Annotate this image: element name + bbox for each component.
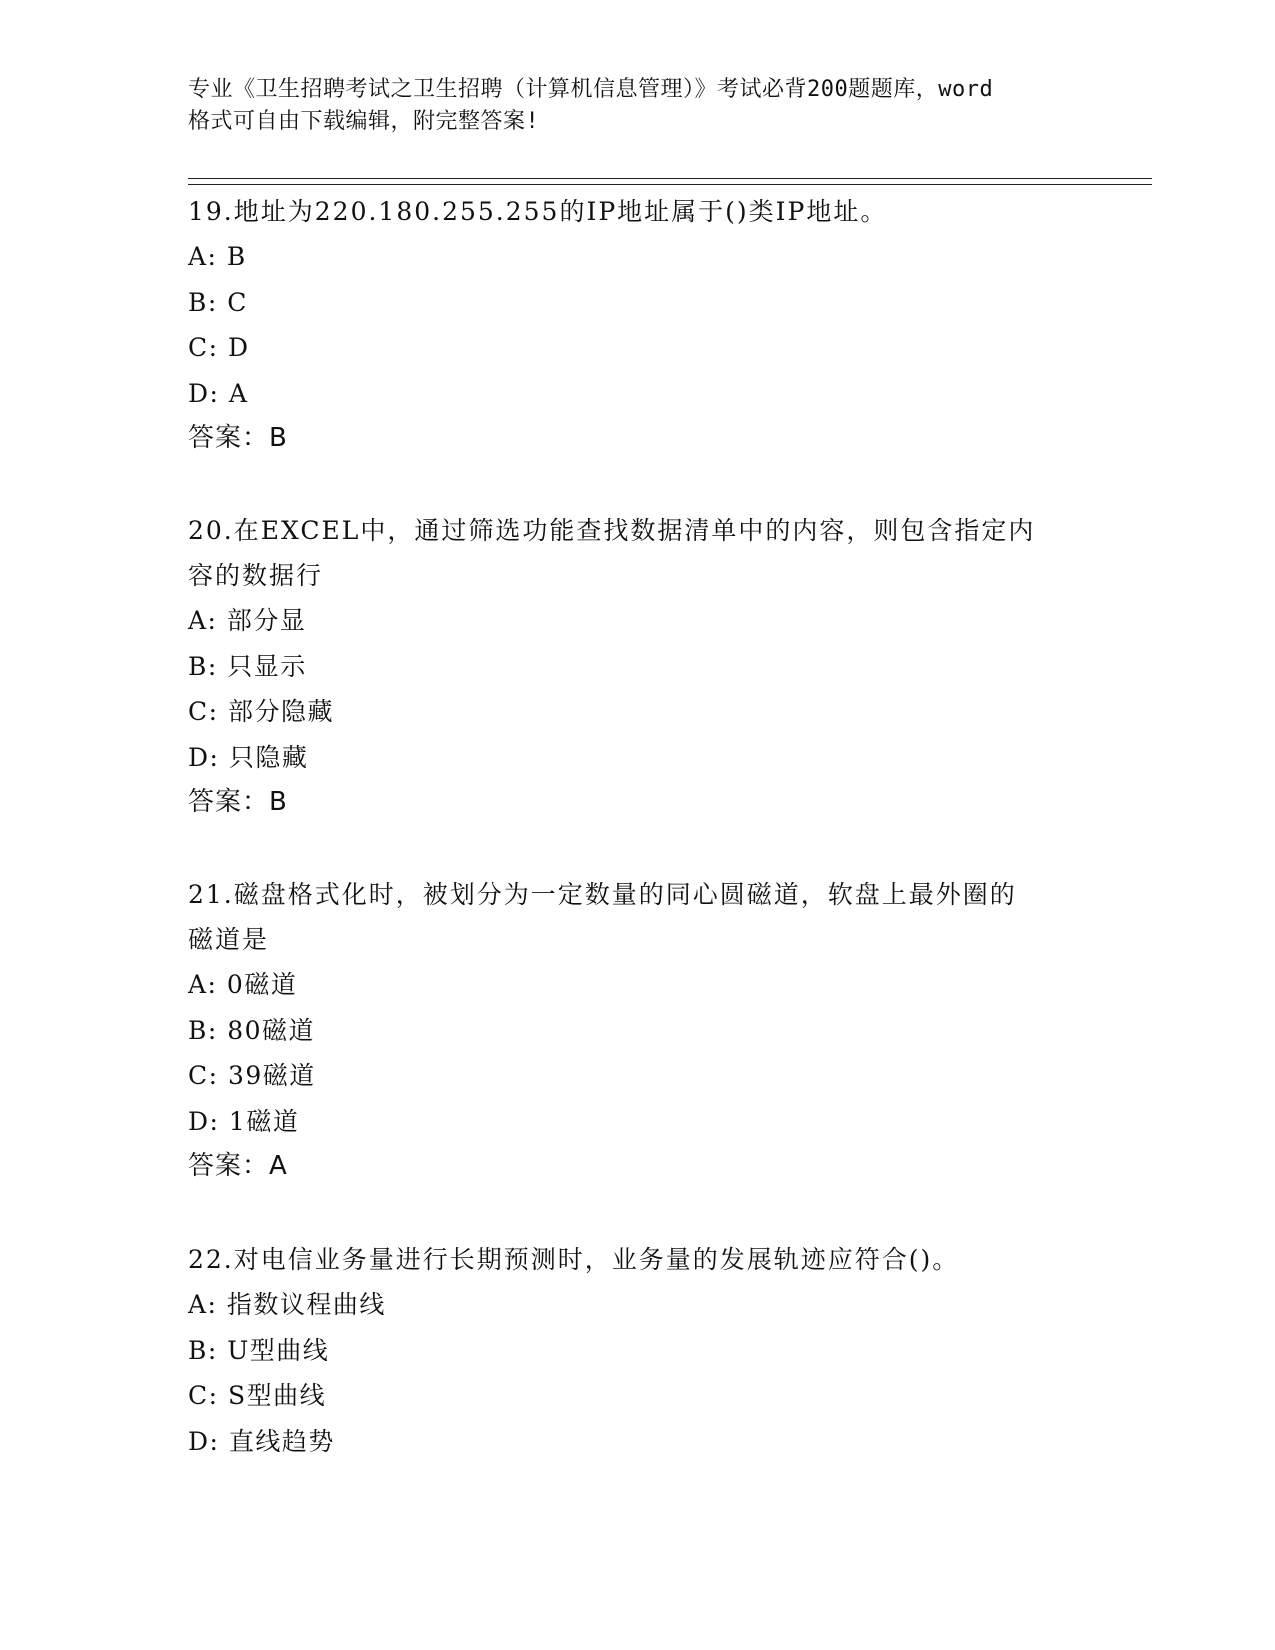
question-text: 19.地址为220.180.255.255的IP地址属于()类IP地址。 [188, 197, 888, 226]
question-21 [188, 872, 1088, 1189]
answer: 答案：A [188, 1151, 288, 1181]
option-b: B: 只显示 [188, 651, 307, 681]
question-text-continued: 容的数据行 [188, 561, 324, 590]
header-line-1: 专业《卫生招聘考试之卫生招聘（计算机信息管理）》考试必背200题题库，word [188, 77, 994, 102]
option-d: D: 直线趋势 [188, 1426, 335, 1456]
question-text-continued: 磁道是 [188, 925, 270, 954]
option-c: C: 39磁道 [188, 1061, 316, 1090]
question-22 [188, 1237, 1088, 1464]
header-divider-top [188, 178, 1152, 179]
question-text: 21.磁盘格式化时，被划分为一定数量的同心圆磁道，软盘上最外圈的 [188, 880, 1017, 909]
option-a: A: 0磁道 [188, 970, 298, 999]
option-c: C: 部分隐藏 [188, 697, 334, 726]
question-20 [188, 508, 1088, 825]
option-a: A: 部分显 [188, 606, 307, 635]
question-text: 22.对电信业务量进行长期预测时，业务量的发展轨迹应符合()。 [188, 1245, 960, 1274]
question-19 [188, 189, 1088, 461]
option-c: C: D [188, 333, 250, 362]
option-b: B: U型曲线 [188, 1335, 330, 1365]
option-d: D: A [188, 378, 249, 408]
option-a: A: B [188, 242, 247, 271]
option-a: A: 指数议程曲线 [188, 1290, 386, 1319]
option-d: D: 1磁道 [188, 1106, 300, 1136]
header-line-2: 格式可自由下载编辑，附完整答案! [188, 109, 540, 134]
answer: 答案：B [188, 787, 288, 817]
question-text: 20.在EXCEL中，通过筛选功能查找数据清单中的内容，则包含指定内 [188, 516, 1036, 545]
option-b: B: 80磁道 [188, 1015, 316, 1045]
answer: 答案：B [188, 423, 288, 453]
option-d: D: 只隐藏 [188, 742, 309, 772]
option-c: C: S型曲线 [188, 1381, 327, 1410]
header-divider-bottom [188, 184, 1152, 185]
document-header [188, 74, 1088, 138]
option-b: B: C [188, 287, 248, 317]
